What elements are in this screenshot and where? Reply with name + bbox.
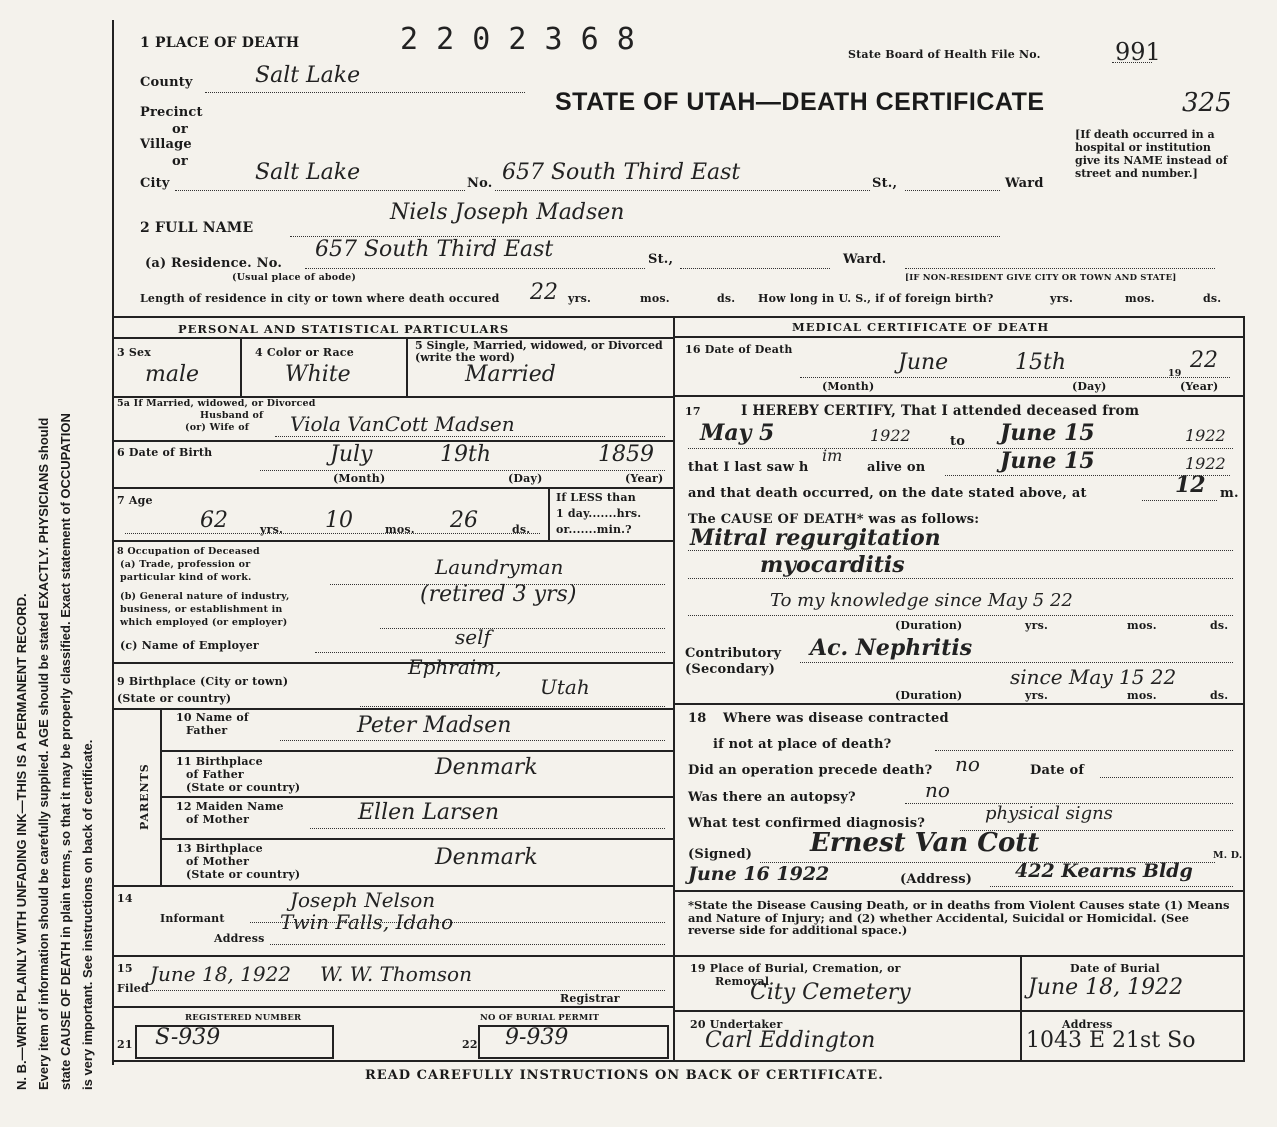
county-value: Salt Lake bbox=[255, 63, 361, 88]
street-no-label: No. bbox=[467, 176, 493, 191]
usual-abode-label: (Usual place of abode) bbox=[232, 272, 357, 283]
duration-ds-2: ds. bbox=[1210, 689, 1229, 702]
spouse-label-2: Husband of bbox=[200, 410, 264, 421]
title-annotation: 325 bbox=[1182, 88, 1232, 118]
test-label: What test confirmed diagnosis? bbox=[688, 816, 926, 831]
certify-no: 17 bbox=[685, 405, 701, 418]
informant-address-value: Twin Falls, Idaho bbox=[280, 910, 454, 934]
attend-to-label: to bbox=[950, 434, 966, 449]
st-label: St., bbox=[872, 176, 898, 191]
row-rule-12 bbox=[113, 1006, 673, 1008]
certificate-number: 2 2 0 2 3 6 8 bbox=[400, 22, 635, 57]
birthplace-state: Utah bbox=[540, 675, 590, 699]
us-ds-label: ds. bbox=[1203, 292, 1222, 305]
test-value: physical signs bbox=[985, 803, 1113, 824]
date-of-death-label: 16 Date of Death bbox=[685, 343, 793, 356]
burial-divider bbox=[1020, 956, 1022, 1060]
age-ds-label: ds. bbox=[512, 523, 531, 536]
father-label-1: 10 Name of bbox=[176, 711, 249, 724]
filed-registrar: W. W. Thomson bbox=[320, 962, 472, 986]
contributory-label: Contributory bbox=[685, 646, 782, 661]
father-label-2: Father bbox=[186, 724, 228, 737]
trade-label-2: particular kind of work. bbox=[120, 572, 252, 583]
precinct-label: Precinct bbox=[140, 105, 203, 120]
medical-rule-5 bbox=[675, 1010, 1245, 1012]
date-of-death-line bbox=[800, 377, 1230, 378]
not-at-place-label: if not at place of death? bbox=[713, 737, 892, 752]
marital-value: Married bbox=[465, 362, 556, 387]
us-yrs-label: yrs. bbox=[1050, 292, 1074, 305]
sex-label: 3 Sex bbox=[117, 346, 151, 359]
disease-label: Where was disease contracted bbox=[723, 711, 949, 726]
birthplace-city: Ephraim, bbox=[408, 655, 502, 679]
informant-no: 14 bbox=[117, 892, 133, 905]
trade-value: Laundryman bbox=[435, 555, 564, 579]
age-yrs-label: yrs. bbox=[260, 523, 284, 536]
industry-label-3: which employed (or employer) bbox=[120, 617, 288, 628]
father-line bbox=[280, 740, 665, 741]
industry-label-2: business, or establishment in bbox=[120, 604, 283, 615]
length-mos-label: mos. bbox=[640, 292, 670, 305]
side-note-4: is very important. See instructions on back of certificate. bbox=[80, 739, 95, 1090]
cause-2: myocarditis bbox=[760, 552, 905, 578]
less-label-3: or.......min.? bbox=[556, 523, 632, 536]
age-years: 62 bbox=[200, 508, 228, 533]
county-line bbox=[205, 92, 525, 93]
dob-month: July bbox=[330, 442, 373, 467]
informant-address-label: Address bbox=[214, 932, 265, 945]
filed-label: Filed bbox=[117, 982, 149, 995]
mother-bp-value: Denmark bbox=[435, 845, 538, 870]
form-left-border bbox=[112, 20, 114, 1065]
certificate-title: STATE OF UTAH—DEATH CERTIFICATE bbox=[555, 88, 1045, 116]
cause-1: Mitral regurgitation bbox=[690, 525, 941, 551]
duration-label-1: (Duration) bbox=[895, 619, 963, 632]
saw-year: 1922 bbox=[1185, 454, 1226, 473]
cause-footnote: *State the Disease Causing Death, or in deaths from Violent Causes state (1) Means and Nature of Injury; and (2) whether Accidental, Suicidal or Homicidal. (See reverse side for additional space.) bbox=[688, 898, 1230, 937]
spouse-value: Viola VanCott Madsen bbox=[290, 412, 515, 436]
dod-month-label: (Month) bbox=[822, 380, 875, 393]
signed-label: (Signed) bbox=[688, 847, 753, 862]
operation-value: no bbox=[955, 752, 980, 776]
informant-label: Informant bbox=[160, 912, 225, 925]
residence-ward-label: Ward. bbox=[843, 252, 887, 267]
burial-label-2: Removal bbox=[715, 975, 770, 988]
marital-label: 5 Single, Married, widowed, or Divorced (write the word) bbox=[415, 339, 663, 364]
medical-heading-rule bbox=[675, 336, 1245, 338]
occurred-value: 12 bbox=[1175, 472, 1206, 498]
medical-rule-1 bbox=[675, 395, 1245, 397]
row-rule-10 bbox=[113, 885, 673, 887]
row-rule-5 bbox=[113, 662, 673, 664]
dob-line bbox=[260, 470, 665, 471]
date-of-line bbox=[1100, 777, 1233, 778]
informant-address-line bbox=[270, 944, 665, 945]
village-label: Village bbox=[140, 137, 192, 152]
dob-year-label: (Year) bbox=[625, 472, 664, 485]
contributory-line bbox=[800, 662, 1233, 663]
reg-no: 21 bbox=[117, 1038, 133, 1051]
spouse-label-1: 5a If Married, widowed, or Divorced bbox=[117, 398, 316, 409]
burial-date-value: June 18, 1922 bbox=[1028, 975, 1184, 1000]
attend-to: June 15 bbox=[1000, 420, 1095, 446]
birthplace-label-2: (State or country) bbox=[117, 692, 232, 705]
spouse-line bbox=[275, 436, 665, 437]
signed-value: Ernest Van Cott bbox=[810, 828, 1040, 858]
duration-label-2: (Duration) bbox=[895, 689, 963, 702]
medical-rule-4 bbox=[675, 955, 1245, 957]
father-value: Peter Madsen bbox=[357, 713, 512, 738]
place-of-death-label: 1 PLACE OF DEATH bbox=[140, 35, 300, 51]
section-bottom-border bbox=[113, 1060, 1245, 1062]
occupation-label: 8 Occupation of Deceased bbox=[117, 546, 260, 557]
age-line bbox=[125, 533, 540, 534]
father-bp-label-1: 11 Birthplace bbox=[176, 755, 263, 768]
disease-no: 18 bbox=[688, 711, 707, 726]
less-label-1: If LESS than bbox=[556, 491, 636, 504]
duration-line-1 bbox=[688, 615, 1233, 616]
autopsy-value: no bbox=[925, 778, 950, 802]
sex-divider bbox=[240, 338, 242, 396]
medical-rule-2 bbox=[675, 703, 1245, 705]
mother-bp-label-3: (State or country) bbox=[186, 868, 301, 881]
footer-note: READ CAREFULLY INSTRUCTIONS ON BACK OF CERTIFICATE. bbox=[365, 1068, 884, 1083]
date-of-label: Date of bbox=[1030, 763, 1085, 778]
color-label: 4 Color or Race bbox=[255, 346, 354, 359]
certify-text: I HEREBY CERTIFY, That I attended deceased from bbox=[741, 403, 1140, 419]
full-name-label: 2 FULL NAME bbox=[140, 220, 254, 236]
row-rule-8 bbox=[160, 796, 673, 798]
ward-label: Ward bbox=[1005, 176, 1044, 191]
dob-day: 19th bbox=[440, 442, 492, 467]
not-at-place-line bbox=[935, 750, 1233, 751]
row-rule-7 bbox=[160, 750, 673, 752]
dob-label: 6 Date of Birth bbox=[117, 446, 213, 459]
age-divider bbox=[548, 488, 550, 540]
duration-mos-1: mos. bbox=[1127, 619, 1157, 632]
occurred-line bbox=[1142, 500, 1217, 501]
city-label: City bbox=[140, 176, 170, 191]
undertaker-label: 20 Undertaker bbox=[690, 1018, 783, 1031]
side-note-2: Every item of information should be carefully supplied. AGE should be stated EXACTLY. PHYSICIANS should bbox=[36, 417, 51, 1090]
dob-month-label: (Month) bbox=[333, 472, 386, 485]
or-label-1: or bbox=[172, 122, 188, 137]
spouse-label-3: (or) Wife of bbox=[185, 422, 250, 433]
city-line bbox=[175, 190, 465, 191]
burial-label-1: 19 Place of Burial, Cremation, or bbox=[690, 962, 901, 975]
street-value: 657 South Third East bbox=[502, 160, 741, 185]
side-note-1: N. B.—WRITE PLAINLY WITH UNFADING INK—THIS IS A PERMANENT RECORD. bbox=[14, 593, 29, 1090]
length-ds-label: ds. bbox=[717, 292, 736, 305]
employer-value: self bbox=[455, 625, 491, 649]
filed-value: June 18, 1922 bbox=[150, 962, 292, 986]
attend-to-year: 1922 bbox=[1185, 426, 1226, 445]
mother-label-2: of Mother bbox=[186, 813, 250, 826]
duration-ds-1: ds. bbox=[1210, 619, 1229, 632]
father-bp-label-2: of Father bbox=[186, 768, 244, 781]
occurred-label: and that death occurred, on the date stated above, at bbox=[688, 486, 1087, 501]
cause-line-2 bbox=[688, 578, 1233, 579]
dod-day-label: (Day) bbox=[1072, 380, 1107, 393]
employer-line bbox=[315, 652, 665, 653]
reg-number-label: REGISTERED NUMBER bbox=[185, 1013, 302, 1023]
length-yrs-label: yrs. bbox=[568, 292, 592, 305]
row-rule-6 bbox=[113, 708, 673, 710]
nonresident-label: [IF NON-RESIDENT GIVE CITY OR TOWN AND STATE] bbox=[905, 273, 1177, 283]
filed-line bbox=[150, 990, 665, 991]
dod-year-label: (Year) bbox=[1180, 380, 1219, 393]
us-mos-label: mos. bbox=[1125, 292, 1155, 305]
age-mos-label: mos. bbox=[385, 523, 415, 536]
age-label: 7 Age bbox=[117, 494, 153, 507]
father-bp-value: Denmark bbox=[435, 755, 538, 780]
saw-value: June 15 bbox=[1000, 448, 1095, 474]
permit-value: 9-939 bbox=[505, 1025, 569, 1050]
parents-label: PARENTS bbox=[138, 763, 151, 830]
employer-label: (c) Name of Employer bbox=[120, 639, 259, 652]
side-note-3: state CAUSE OF DEATH in plain terms, so that it may be properly classified. Exact statement of OCCUPATION bbox=[58, 413, 73, 1090]
trade-label-1: (a) Trade, profession or bbox=[120, 559, 251, 570]
mother-line bbox=[310, 828, 665, 829]
date-of-death-month: June bbox=[898, 350, 949, 375]
file-no-label: State Board of Health File No. bbox=[848, 48, 1041, 61]
attend-from: May 5 bbox=[700, 420, 775, 446]
row-rule-3 bbox=[113, 487, 673, 489]
sex-value: male bbox=[145, 362, 200, 387]
saw-label-2: alive on bbox=[867, 460, 926, 475]
signed-address-value: 422 Kearns Bldg bbox=[1015, 860, 1193, 882]
date-of-death-year: 22 bbox=[1190, 348, 1218, 373]
sign-date: June 16 1922 bbox=[688, 863, 830, 885]
section-top-border bbox=[113, 316, 1245, 318]
cause-3: To my knowledge since May 5 22 bbox=[770, 590, 1073, 611]
us-residence-label: How long in U. S., if of foreign birth? bbox=[758, 292, 994, 305]
date-of-death-year-prefix: 19 bbox=[1168, 368, 1182, 379]
residence-ward-line bbox=[680, 268, 830, 269]
color-value: White bbox=[285, 362, 351, 387]
informant-value: Joseph Nelson bbox=[290, 888, 436, 912]
section-right-border bbox=[1243, 316, 1245, 1062]
saw-label: that I last saw h bbox=[688, 460, 809, 475]
registrar-label: Registrar bbox=[560, 992, 620, 1005]
mother-value: Ellen Larsen bbox=[358, 800, 500, 825]
section-divider bbox=[673, 316, 675, 1061]
undertaker-address-label: Address bbox=[1062, 1018, 1113, 1031]
contributory-duration: since May 15 22 bbox=[1010, 665, 1177, 689]
burial-value: City Cemetery bbox=[750, 980, 911, 1005]
city-value: Salt Lake bbox=[255, 160, 361, 185]
mother-label-1: 12 Maiden Name bbox=[176, 800, 284, 813]
saw-pronoun: im bbox=[822, 446, 843, 465]
length-of-residence-label: Length of residence in city or town where death occured bbox=[140, 292, 500, 305]
permit-no: 22 bbox=[462, 1038, 478, 1051]
age-days: 26 bbox=[450, 508, 478, 533]
residence-label: (a) Residence. No. bbox=[145, 256, 283, 271]
signed-address-label: (Address) bbox=[900, 872, 973, 887]
undertaker-value: Carl Eddington bbox=[705, 1028, 876, 1053]
ward-line bbox=[905, 190, 1000, 191]
residence-st-label: St., bbox=[648, 252, 674, 267]
md-label: M. D. bbox=[1213, 850, 1243, 861]
color-divider bbox=[406, 338, 408, 396]
duration-mos-2: mos. bbox=[1127, 689, 1157, 702]
residence-line bbox=[305, 268, 645, 269]
medical-rule-3 bbox=[675, 890, 1245, 892]
row-rule-2 bbox=[113, 440, 673, 442]
nonresident-line bbox=[905, 268, 1215, 269]
autopsy-label: Was there an autopsy? bbox=[688, 790, 856, 805]
row-rule-9 bbox=[160, 838, 673, 840]
contributory-value: Ac. Nephritis bbox=[810, 635, 973, 661]
less-label-2: 1 day.......hrs. bbox=[556, 507, 642, 520]
dob-year: 1859 bbox=[598, 442, 654, 467]
file-no-value: 991 bbox=[1115, 38, 1161, 66]
duration-yrs-2: yrs. bbox=[1025, 689, 1049, 702]
residence-value: 657 South Third East bbox=[315, 237, 554, 262]
undertaker-address-value: 1043 E 21st So bbox=[1026, 1028, 1196, 1053]
filed-no: 15 bbox=[117, 962, 133, 975]
age-months: 10 bbox=[325, 508, 353, 533]
hospital-note: [If death occurred in a hospital or institution give its NAME instead of street and number.] bbox=[1075, 128, 1228, 180]
medical-heading: MEDICAL CERTIFICATE OF DEATH bbox=[792, 320, 1050, 334]
industry-line bbox=[380, 628, 665, 629]
attend-from-year: 1922 bbox=[870, 426, 911, 445]
date-of-death-day: 15th bbox=[1015, 350, 1067, 375]
industry-label-1: (b) General nature of industry, bbox=[120, 591, 290, 602]
length-of-residence-value: 22 bbox=[530, 280, 558, 305]
birthplace-label-1: 9 Birthplace (City or town) bbox=[117, 675, 289, 688]
occurred-m-label: m. bbox=[1220, 486, 1239, 501]
county-label: County bbox=[140, 75, 193, 90]
burial-permit-label: NO OF BURIAL PERMIT bbox=[480, 1013, 600, 1023]
dob-day-label: (Day) bbox=[508, 472, 543, 485]
operation-label: Did an operation precede death? bbox=[688, 763, 933, 778]
cause-label: The CAUSE OF DEATH* was as follows: bbox=[688, 512, 980, 527]
reg-number-value: S-939 bbox=[155, 1025, 221, 1050]
secondary-label: (Secondary) bbox=[685, 662, 776, 677]
row-rule-4 bbox=[113, 540, 673, 542]
mother-bp-label-2: of Mother bbox=[186, 855, 250, 868]
street-line bbox=[495, 190, 870, 191]
father-bp-label-3: (State or country) bbox=[186, 781, 301, 794]
mother-bp-label-1: 13 Birthplace bbox=[176, 842, 263, 855]
or-label-2: or bbox=[172, 154, 188, 169]
duration-yrs-1: yrs. bbox=[1025, 619, 1049, 632]
personal-heading: PERSONAL AND STATISTICAL PARTICULARS bbox=[178, 322, 510, 336]
full-name-value: Niels Joseph Madsen bbox=[390, 200, 625, 225]
signed-address-line bbox=[990, 886, 1233, 887]
industry-value: (retired 3 yrs) bbox=[420, 582, 577, 607]
parents-divider bbox=[160, 710, 162, 885]
birthplace-line bbox=[360, 706, 665, 707]
row-rule-11 bbox=[113, 955, 673, 957]
burial-date-label: Date of Burial bbox=[1070, 962, 1160, 975]
